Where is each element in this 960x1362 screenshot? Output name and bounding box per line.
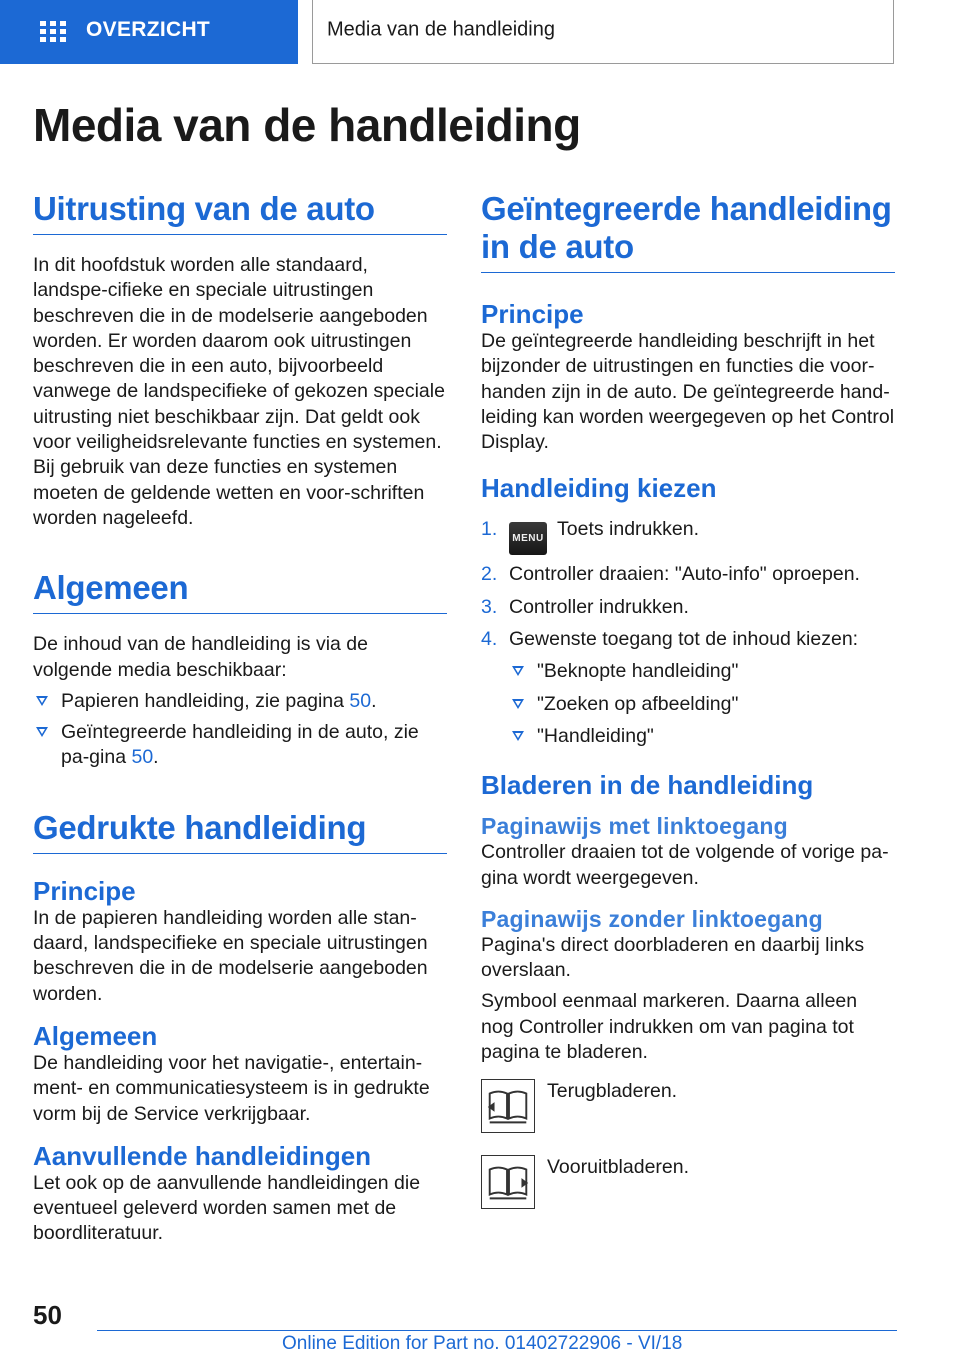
step-text: Controller draaien: "Auto-info" oproepen. [509,563,860,586]
option-item [509,659,895,684]
zonder-linktoegang-text-1: Pagina's direct doorbladeren en daarbij links overslaan. [481,933,865,982]
algemeen-subtitle: Algemeen [33,1020,158,1051]
triangle-bullet-icon [512,699,524,709]
step-item [481,627,895,749]
list-item-suffix: . [371,689,377,712]
list-item-suffix: . [153,746,159,769]
step-text: Controller indrukken. [509,595,689,618]
step-item [481,595,895,620]
menu-key-icon: MENU [509,522,547,555]
option-item [509,692,895,717]
overview-label: OVERZICHT [86,18,211,41]
triangle-bullet-icon [36,696,48,706]
step-text: Gewenste toegang tot de inhoud kiezen: [509,628,859,651]
media-list [33,689,447,771]
page-forward-icon [481,1155,535,1209]
right-column [481,190,895,1213]
triangle-bullet-icon [512,731,524,741]
section-title-geintegreerde: Geïntegreerde handleiding in de auto [481,190,895,273]
principe-title: Principe [33,875,136,906]
algemeen-text: De inhoud van de handleiding is via de volgende media beschikbaar: [33,633,368,681]
principe-title-right: Principe [481,299,584,329]
forward-row [481,1155,895,1213]
triangle-bullet-icon [512,666,524,676]
algemeen-subtext: De handleiding voor het navigatie-, entertain-ment- en communicatiesysteem is in gedrukte vorm bij de Service verkrijgbaar. [33,1051,430,1125]
top-navigation [0,0,960,66]
page-number: 50 [33,1300,62,1330]
section-title-algemeen: Algemeen [33,569,447,614]
option-text: "Beknopte handleiding" [537,660,739,683]
edition-note: Online Edition for Part no. 01402722906 - VI/18 [282,1333,683,1354]
page-link[interactable]: 50 [349,689,372,712]
principe-text-right: De geïntegreerde handleiding beschrijft in het bijzonder de uitrustingen en functies die voor-handen zijn in de auto. De geïntegreerde hand-leiding kan worden weergegeven op het Control Display. [481,330,895,454]
step-number: 2. [481,563,498,586]
step-text: Toets indrukken. [557,518,699,541]
list-item [33,720,447,771]
step-number: 4. [481,628,498,651]
list-item-text: Papieren handleiding, zie pagina [61,689,350,712]
step-item [481,517,895,555]
left-column [33,190,447,1247]
aanvullende-text: Let ook op de aanvullende handleidingen die eventueel geleverd worden samen met de boordliteratuur. [33,1171,421,1245]
option-text: "Handleiding" [537,724,654,747]
triangle-bullet-icon [36,727,48,737]
list-item [33,689,447,714]
step-number: 3. [481,595,498,618]
zonder-linktoegang-title: Paginawijs zonder linktoegang [481,905,823,932]
options-list [509,659,895,749]
grid-icon [40,21,66,43]
overview-button[interactable] [0,0,298,64]
step-item [481,562,895,587]
bladeren-title: Bladeren in de handleiding [481,770,814,801]
uitrusting-text: In dit hoofdstuk worden alle standaard, landspe-cifieke en speciale uitrustingen beschreven die in de modelserie aangeboden worden. Er worden daarom ook uitrustingen beschreven die in een auto, bijvoorbeeld vanwege de landspecifieke of gekozen speciale uitrusting niet beschikbaar zijn. Dat geldt ook voor veiligheidsrelevante functies en systemen. Bij gebruik van deze functies en systemen moeten de geldende wetten en voor-schriften worden nageleefd. [33,254,445,529]
section-tab[interactable] [312,0,894,64]
aanvullende-title: Aanvullende handleidingen [33,1140,372,1171]
principe-text: In de papieren handleiding worden alle stan-daard, landspecifieke en speciale uitrustingen beschreven die in de modelserie aangeboden worden. [33,906,428,1005]
page-title: Media van de handleiding [33,99,581,151]
back-row [481,1079,895,1137]
met-linktoegang-title: Paginawijs met linktoegang [481,813,788,840]
step-number: 1. [481,518,498,541]
kiezen-title: Handleiding kiezen [481,473,717,504]
option-text: "Zoeken op afbeelding" [537,692,739,715]
back-label: Terugbladeren. [547,1080,678,1103]
page-back-icon [481,1079,535,1133]
forward-label: Vooruitbladeren. [547,1156,690,1179]
footer-divider [97,1330,897,1331]
list-item-text: Geïntegreerde handleiding in de auto, zie pa-gina [61,721,419,769]
option-item [509,724,895,749]
section-tab-label: Media van de handleiding [327,18,555,41]
steps-list [481,517,895,749]
page-link[interactable]: 50 [131,746,154,769]
zonder-linktoegang-text-2: Symbool eenmaal markeren. Daarna alleen nog Controller indrukken om van pagina tot pagina te bladeren. [481,990,858,1064]
section-title-gedrukte: Gedrukte handleiding [33,809,447,854]
met-linktoegang-text: Controller draaien tot de volgende of vorige pa-gina wordt weergegeven. [481,841,889,889]
section-title-uitrusting: Uitrusting van de auto [33,190,447,235]
